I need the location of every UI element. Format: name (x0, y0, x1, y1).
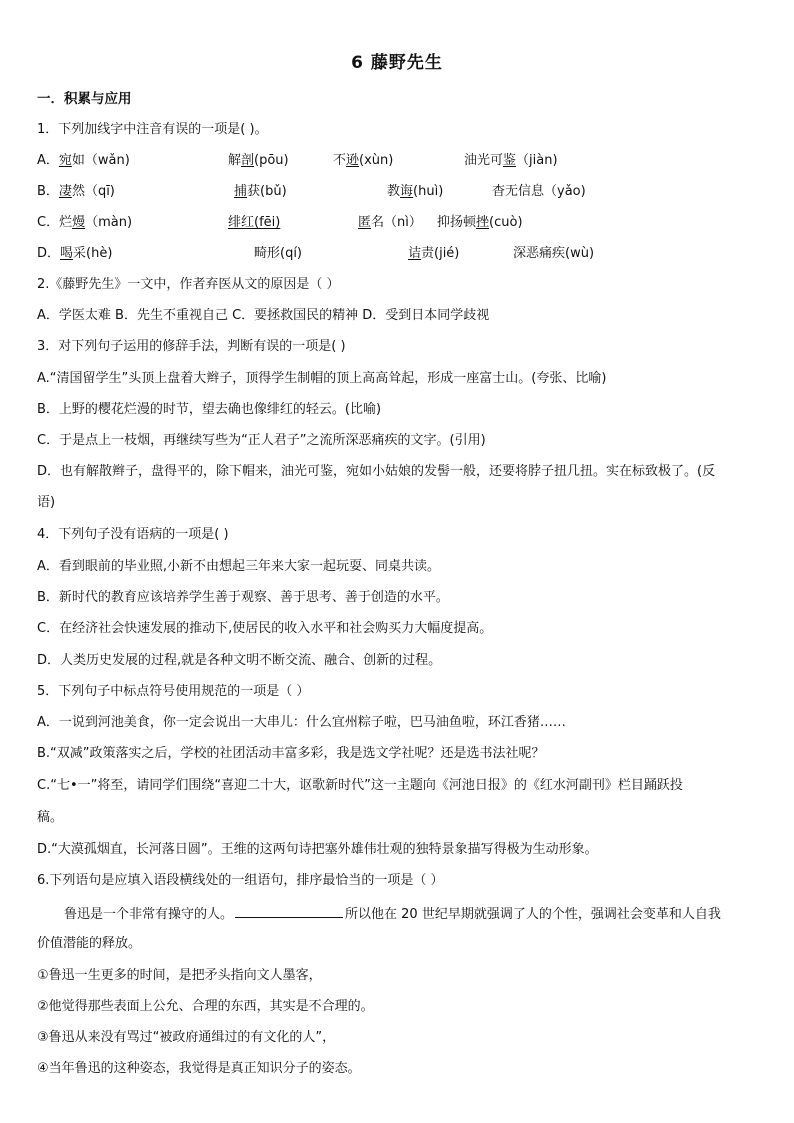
q1-option-c-3: 匿名（nì） (358, 215, 422, 230)
question-5-stem: 5．下列句子中标点符号使用规范的一项是（ ） (37, 684, 310, 699)
question-4-stem: 4．下列句子没有语病的一项是( ) (37, 527, 229, 542)
question-2-options: A．学医太难 B．先生不重视自己 C．要拯救国民的精神 D．受到日本同学歧视 (37, 308, 490, 323)
q5-option-c: C.“七•一”将至，请同学们围绕“喜迎二十大，讴歌新时代”这一主题向《河池日报》的《红水河副刊》栏目踊跃投 (37, 778, 683, 793)
q3-option-b: B．上野的樱花烂漫的时节，望去确也像绯红的轻云。(比喻) (37, 402, 382, 417)
q6-item-4: ④当年鲁迅的这种姿态，我觉得是真正知识分子的姿态。 (37, 1061, 361, 1076)
q5-option-b: B.“双减”政策落实之后，学校的社团活动丰富多彩，我是选文学社呢？还是选书法社呢？ (37, 746, 545, 761)
question-6-stem: 6.下列语句是应填入语段横线处的一组语句，排序最恰当的一项是（ ） (37, 873, 444, 888)
q3-option-a: A.“清国留学生”头顶上盘着大辫子，顶得学生制帽的顶上高高耸起，形成一座富士山。(夸张、比喻) (37, 371, 607, 386)
page-title: 6 藤野先生 (351, 53, 443, 73)
q1-option-c-2: 绯红(fēi) (228, 215, 281, 230)
q6-item-1: ①鲁迅一生更多的时间，是把矛头指向文人墨客， (37, 968, 322, 983)
question-3-stem: 3．对下列句子运用的修辞手法，判断有误的一项是( ) (37, 339, 346, 354)
q1-option-d-3: 诘责(jié) (408, 246, 460, 261)
q1-option-c-4: 抑扬顿挫(cuò) (437, 215, 523, 230)
question-1-stem: 1．下列加线字中注音有误的一项是( )。 (37, 122, 268, 137)
q6-item-3: ③鲁迅从来没有骂过“被政府通缉过的有文化的人”， (37, 1030, 336, 1045)
question-2-stem: 2.《藤野先生》一文中，作者弃医从文的原因是（ ） (37, 277, 340, 292)
q4-option-c: C．在经济社会快速发展的推动下,使居民的收入水平和社会购买力大幅度提高。 (37, 621, 493, 636)
q6-item-2: ②他觉得那些表面上公允、合理的东西，其实是不合理的。 (37, 999, 374, 1014)
q6-passage: 鲁迅是一个非常有操守的人。 所以他在 20 世纪早期就强调了人的个性，强调社会变革和人自我 (64, 904, 721, 924)
q6-passage-cont: 价值潜能的释放。 (37, 936, 142, 951)
q1-option-b-4: 杳无信息（yǎo) (492, 184, 586, 199)
q5-option-a: A．一说到河池美食，你一定会说出一大串儿：什么宜州粽子啦，巴马油鱼啦，环江香猪…… (37, 715, 566, 730)
q1-option-c-1: C．烂熳（màn) (37, 215, 133, 230)
q4-option-a: A．看到眼前的毕业照,小新不由想起三年来大家一起玩耍、同桌共读。 (37, 559, 441, 574)
q1-option-b-1: B．凄然（qī) (37, 184, 115, 199)
q1-option-a-1: A．宛如（wǎn) (37, 153, 130, 168)
q5-option-c-cont: 稿。 (37, 810, 64, 825)
q1-option-b-3: 教诲(huì) (387, 184, 444, 199)
q1-option-d-4: 深恶痛疾(wù) (513, 246, 595, 261)
section-heading: 一．积累与应用 (37, 91, 132, 107)
q1-option-d-2: 畸形(qí) (254, 246, 303, 261)
q3-option-d: D．也有解散辫子，盘得平的，除下帽来，油光可鉴，宛如小姑娘的发髻一般，还要将脖子扭几扭。实在标致极了。(反 (37, 464, 716, 479)
q3-option-c: C．于是点上一枝烟，再继续写些为“正人君子”之流所深恶痛疾的文字。(引用) (37, 433, 486, 448)
q1-option-a-2: 解剖(pōu) (228, 153, 289, 168)
q1-option-d-1: D．喝采(hè) (37, 246, 113, 261)
q4-option-b: B．新时代的教育应该培养学生善于观察、善于思考、善于创造的水平。 (37, 590, 449, 605)
q5-option-d: D.“大漠孤烟直，长河落日圆”。王维的这两句诗把塞外雄伟壮观的独特景象描写得极为生动形象。 (37, 842, 598, 857)
q1-option-a-3: 不逊(xùn) (333, 153, 394, 168)
q4-option-d: D．人类历史发展的过程,就是各种文明不断交流、融合、创新的过程。 (37, 653, 442, 668)
q3-option-d-cont: 语) (37, 495, 56, 510)
q1-option-a-4: 油光可鉴（jiàn) (464, 153, 558, 168)
q1-option-b-2: 捕获(bǔ) (234, 184, 287, 199)
q6-answer-blank (235, 904, 343, 918)
